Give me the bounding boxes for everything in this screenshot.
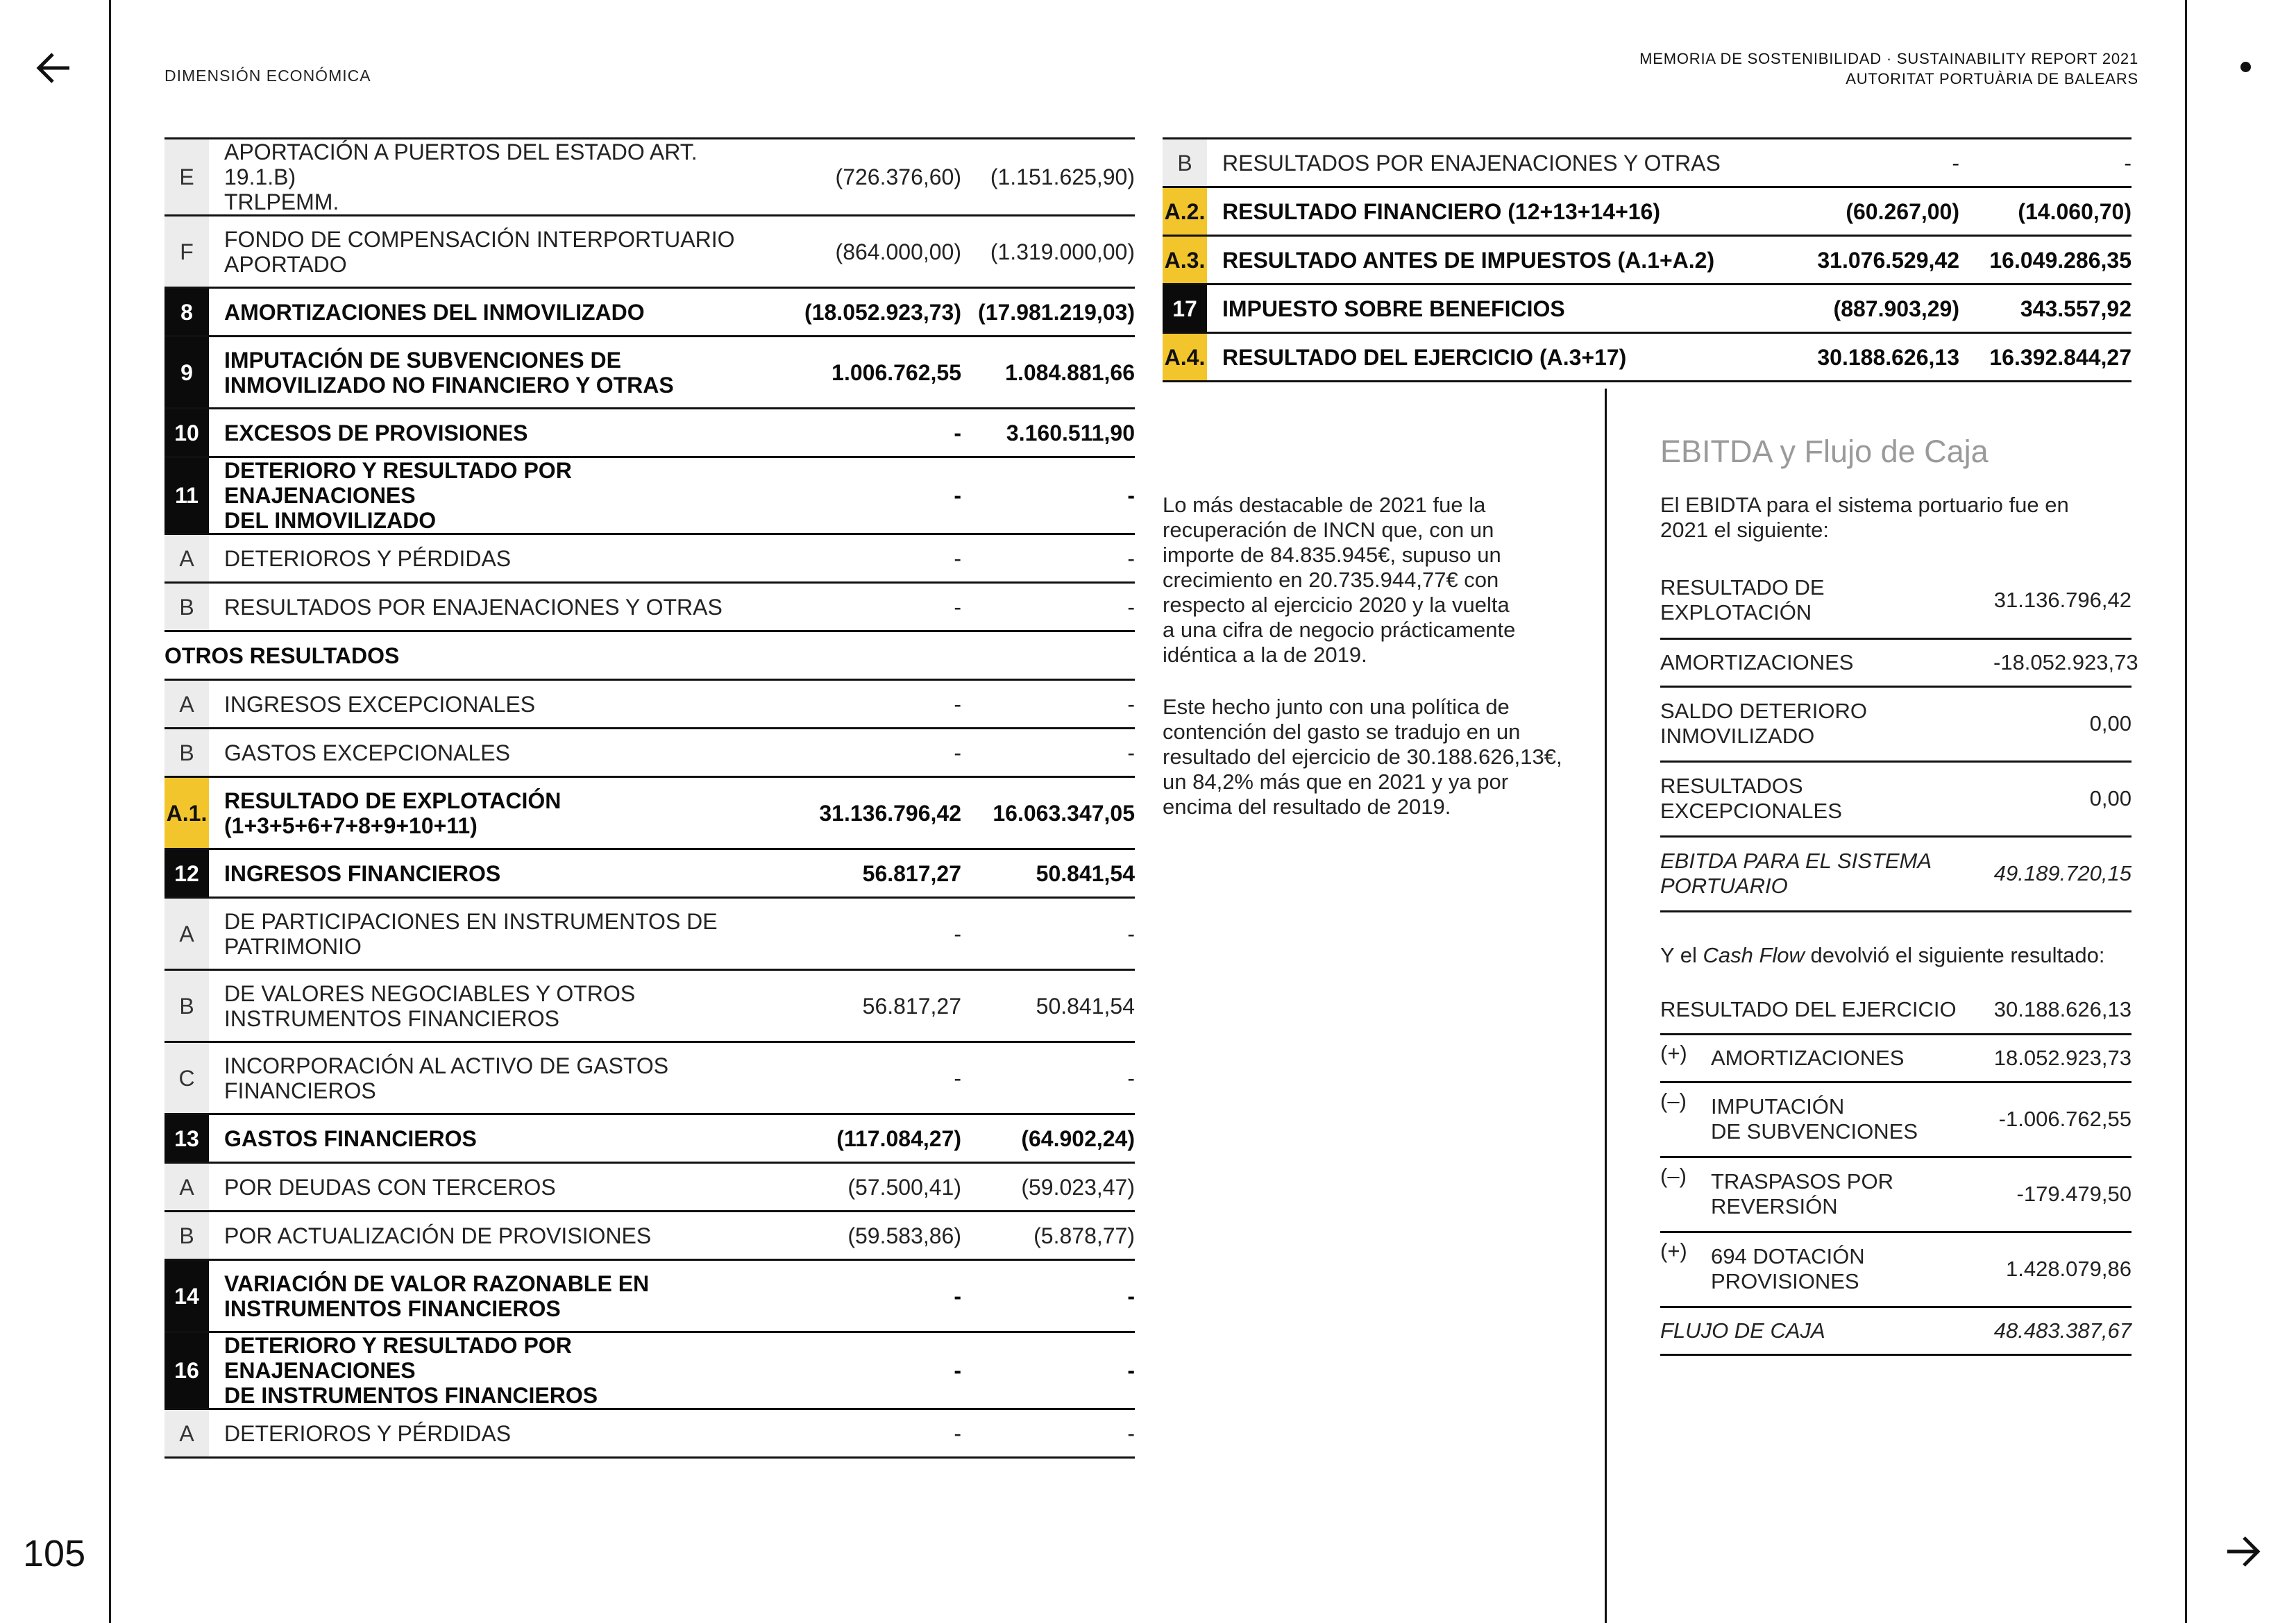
table-row	[164, 1260, 1135, 1332]
row-code: 14	[164, 1260, 209, 1332]
row-code: B	[164, 1212, 209, 1260]
table-row	[164, 777, 1135, 849]
cashflow-row	[1660, 986, 2132, 1034]
value-2021: (18.052.923,73)	[754, 288, 961, 337]
value-2021: -	[754, 457, 961, 534]
cashflow-value: 30.188.626,13	[1993, 986, 2132, 1034]
ebitda-value: 0,00	[1993, 761, 2132, 836]
row-code: B	[164, 970, 209, 1042]
table-row	[164, 1332, 1135, 1409]
value-2020: (14.060,70)	[1959, 187, 2132, 236]
cashflow-value: 18.052.923,73	[1993, 1034, 2132, 1082]
report-title: MEMORIA DE SOSTENIBILIDAD · SUSTAINABILITY REPORT 2021	[1639, 50, 2138, 67]
value-2021: -	[754, 583, 961, 631]
ebitda-row	[1660, 761, 2132, 836]
ebitda-row	[1660, 563, 2132, 638]
value-2020: -	[961, 729, 1135, 777]
table-row	[164, 216, 1135, 288]
table-row	[164, 534, 1135, 583]
table-row	[164, 409, 1135, 457]
value-2020: -	[961, 457, 1135, 534]
cashflow-table	[1660, 986, 2132, 1356]
row-code: B	[164, 583, 209, 631]
row-code: 9	[164, 337, 209, 409]
cashflow-sign: (–)	[1660, 1157, 1711, 1232]
cashflow-value: -179.479,50	[1993, 1157, 2132, 1232]
value-2020: -	[961, 534, 1135, 583]
row-code: A	[164, 680, 209, 729]
ebitda-row	[1660, 686, 2132, 761]
table-row	[1163, 236, 2132, 284]
row-label: IMPUTACIÓN DE SUBVENCIONES DE INMOVILIZADO NO FINANCIERO Y OTRAS	[209, 337, 754, 409]
cashflow-label: RESULTADO DEL EJERCICIO	[1660, 986, 1993, 1034]
value-2020: 16.063.347,05	[961, 777, 1135, 849]
cashflow-intro: Y el Cash Flow devolvió el siguiente resultado:	[1660, 943, 2105, 967]
commentary-paragraph-1: Lo más destacable de 2021 fue la recuperación de INCN que, con un importe de 84.835.945€, supuso un crecimiento en 20.735.944,77€ con respecto al ejercicio 2020 y la vuelta a una cifra de negocio prácticamente idéntica a la de 2019.	[1163, 493, 1516, 667]
value-2021: (60.267,00)	[1776, 187, 1959, 236]
cashflow-label: IMPUTACIÓN DE SUBVENCIONES	[1711, 1082, 1993, 1157]
table-row	[164, 849, 1135, 898]
organization-name: AUTORITAT PORTUÀRIA DE BALEARS	[1846, 70, 2138, 87]
row-code: C	[164, 1042, 209, 1114]
table-row	[164, 1163, 1135, 1212]
value-2020: 343.557,92	[1959, 284, 2132, 333]
table-row	[1163, 187, 2132, 236]
value-2020: -	[961, 680, 1135, 729]
cashflow-sign: (+)	[1660, 1034, 1711, 1082]
ebitda-label: RESULTADO DE EXPLOTACIÓN	[1660, 563, 1993, 638]
table-row	[1163, 284, 2132, 333]
value-2020: (5.878,77)	[961, 1212, 1135, 1260]
value-2021: (59.583,86)	[754, 1212, 961, 1260]
row-label: IMPUESTO SOBRE BENEFICIOS	[1207, 284, 1776, 333]
row-label: RESULTADOS POR ENAJENACIONES Y OTRAS	[1207, 139, 1776, 187]
cashflow-row	[1660, 1082, 2132, 1157]
back-arrow-icon[interactable]	[36, 50, 72, 86]
income-statement-table-right	[1163, 137, 2132, 382]
row-code: A	[164, 534, 209, 583]
value-2021: -	[754, 680, 961, 729]
cashflow-label: TRASPASOS POR REVERSIÓN	[1711, 1157, 1993, 1232]
bullet-dot-icon	[2240, 62, 2251, 72]
left-margin-rule	[109, 0, 111, 1623]
table-row	[164, 729, 1135, 777]
table-row	[164, 1409, 1135, 1458]
row-code: A	[164, 1409, 209, 1458]
row-code: A	[164, 1163, 209, 1212]
table-row	[164, 898, 1135, 970]
value-2020: -	[961, 583, 1135, 631]
value-2021: 30.188.626,13	[1776, 333, 1959, 382]
table-row	[1163, 333, 2132, 382]
row-code: B	[164, 729, 209, 777]
table-row	[164, 337, 1135, 409]
value-2021: -	[1776, 139, 1959, 187]
value-2020: (59.023,47)	[961, 1163, 1135, 1212]
value-2021: -	[754, 898, 961, 970]
value-2021: (726.376,60)	[754, 139, 961, 216]
row-label: INGRESOS FINANCIEROS	[209, 849, 754, 898]
ebitda-label: RESULTADOS EXCEPCIONALES	[1660, 761, 1993, 836]
ebitda-value: 0,00	[1993, 686, 2132, 761]
cashflow-row	[1660, 1232, 2132, 1307]
value-2020: -	[961, 1409, 1135, 1458]
row-label: RESULTADO DE EXPLOTACIÓN (1+3+5+6+7+8+9+10+11)	[209, 777, 754, 849]
value-2020: 50.841,54	[961, 970, 1135, 1042]
row-label: DETERIORO Y RESULTADO POR ENAJENACIONES DEL INMOVILIZADO	[209, 457, 754, 534]
ebitda-label: AMORTIZACIONES	[1660, 638, 1993, 686]
row-label: OTROS RESULTADOS	[164, 631, 1135, 680]
table-row	[164, 288, 1135, 337]
value-2020: -	[961, 898, 1135, 970]
value-2020: 3.160.511,90	[961, 409, 1135, 457]
value-2021: (57.500,41)	[754, 1163, 961, 1212]
table-row	[164, 970, 1135, 1042]
row-label: VARIACIÓN DE VALOR RAZONABLE EN INSTRUMENTOS FINANCIEROS	[209, 1260, 754, 1332]
row-code: 12	[164, 849, 209, 898]
row-label: FONDO DE COMPENSACIÓN INTERPORTUARIO APORTADO	[209, 216, 754, 288]
value-2020: 16.049.286,35	[1959, 236, 2132, 284]
row-code: A.4.	[1163, 333, 1207, 382]
ebitda-table	[1660, 563, 2138, 912]
row-label: DE PARTICIPACIONES EN INSTRUMENTOS DE PATRIMONIO	[209, 898, 754, 970]
value-2020: (64.902,24)	[961, 1114, 1135, 1163]
cashflow-sign: (+)	[1660, 1232, 1711, 1307]
row-code: A.1.	[164, 777, 209, 849]
cashflow-label: 694 DOTACIÓN PROVISIONES	[1711, 1232, 1993, 1307]
row-code: A.3.	[1163, 236, 1207, 284]
ebitda-intro: El EBIDTA para el sistema portuario fue en 2021 el siguiente:	[1660, 493, 2069, 542]
row-label: RESULTADOS POR ENAJENACIONES Y OTRAS	[209, 583, 754, 631]
row-code: 11	[164, 457, 209, 534]
value-2021: 56.817,27	[754, 970, 961, 1042]
value-2021: 56.817,27	[754, 849, 961, 898]
value-2020: (1.319.000,00)	[961, 216, 1135, 288]
table-row	[164, 680, 1135, 729]
table-row	[164, 457, 1135, 534]
row-label: RESULTADO DEL EJERCICIO (A.3+17)	[1207, 333, 1776, 382]
value-2021: 1.006.762,55	[754, 337, 961, 409]
table-row	[164, 1042, 1135, 1114]
row-label: AMORTIZACIONES DEL INMOVILIZADO	[209, 288, 754, 337]
value-2021: 31.076.529,42	[1776, 236, 1959, 284]
row-label: RESULTADO FINANCIERO (12+13+14+16)	[1207, 187, 1776, 236]
table-row	[164, 1114, 1135, 1163]
table-row	[164, 631, 1135, 680]
page-number: 105	[23, 1533, 86, 1574]
row-code: F	[164, 216, 209, 288]
value-2021: -	[754, 1332, 961, 1409]
commentary-paragraph-2: Este hecho junto con una política de contención del gasto se tradujo en un resultado del ejercicio de 30.188.626,13€, un 84,2% más que en 2021 y ya por encima del resultado de 2019.	[1163, 695, 1562, 819]
row-label: DE VALORES NEGOCIABLES Y OTROS INSTRUMENTOS FINANCIEROS	[209, 970, 754, 1042]
value-2020: 16.392.844,27	[1959, 333, 2132, 382]
value-2020: 1.084.881,66	[961, 337, 1135, 409]
row-code: E	[164, 139, 209, 216]
cashflow-value: 1.428.079,86	[1993, 1232, 2132, 1307]
table-row	[164, 1212, 1135, 1260]
cashflow-row	[1660, 1157, 2132, 1232]
right-margin-rule	[2185, 0, 2187, 1623]
value-2021: (864.000,00)	[754, 216, 961, 288]
row-label: DETERIORO Y RESULTADO POR ENAJENACIONES DE INSTRUMENTOS FINANCIEROS	[209, 1332, 754, 1409]
cashflow-row	[1660, 1307, 2132, 1354]
value-2020: -	[961, 1332, 1135, 1409]
row-label: INGRESOS EXCEPCIONALES	[209, 680, 754, 729]
ebitda-section-title: EBITDA y Flujo de Caja	[1660, 434, 1989, 469]
value-2021: -	[754, 729, 961, 777]
ebitda-value: -18.052.923,73	[1993, 638, 2132, 686]
report-header	[1639, 49, 2138, 89]
value-2020: (17.981.219,03)	[961, 288, 1135, 337]
value-2021: -	[754, 1042, 961, 1114]
row-code: 10	[164, 409, 209, 457]
row-label: GASTOS FINANCIEROS	[209, 1114, 754, 1163]
table-row	[1163, 139, 2132, 187]
section-title: DIMENSIÓN ECONÓMICA	[164, 67, 371, 85]
row-label: APORTACIÓN A PUERTOS DEL ESTADO ART. 19.1.B) TRLPEMM.	[209, 139, 754, 216]
row-code: 13	[164, 1114, 209, 1163]
row-code: 8	[164, 288, 209, 337]
cashflow-value: 48.483.387,67	[1993, 1307, 2132, 1354]
row-label: GASTOS EXCEPCIONALES	[209, 729, 754, 777]
value-2021: (117.084,27)	[754, 1114, 961, 1163]
cashflow-label: AMORTIZACIONES	[1711, 1034, 1993, 1082]
ebitda-value: 49.189.720,15	[1993, 836, 2132, 911]
row-label: RESULTADO ANTES DE IMPUESTOS (A.1+A.2)	[1207, 236, 1776, 284]
row-code: B	[1163, 139, 1207, 187]
row-label: POR DEUDAS CON TERCEROS	[209, 1163, 754, 1212]
value-2020: 50.841,54	[961, 849, 1135, 898]
ebitda-value: 31.136.796,42	[1993, 563, 2132, 638]
cashflow-label: FLUJO DE CAJA	[1660, 1307, 1993, 1354]
column-divider	[1605, 389, 1607, 1623]
row-label: EXCESOS DE PROVISIONES	[209, 409, 754, 457]
row-label: DETERIOROS Y PÉRDIDAS	[209, 534, 754, 583]
forward-arrow-icon[interactable]	[2225, 1533, 2261, 1570]
income-statement-table-left	[164, 137, 1135, 1459]
value-2021: -	[754, 534, 961, 583]
value-2020: -	[961, 1042, 1135, 1114]
ebitda-label: EBITDA PARA EL SISTEMA PORTUARIO	[1660, 836, 1993, 911]
table-row	[164, 583, 1135, 631]
value-2020: -	[1959, 139, 2132, 187]
cashflow-sign: (–)	[1660, 1082, 1711, 1157]
table-row	[164, 139, 1135, 216]
row-label: POR ACTUALIZACIÓN DE PROVISIONES	[209, 1212, 754, 1260]
value-2021: 31.136.796,42	[754, 777, 961, 849]
ebitda-row	[1660, 638, 2132, 686]
cashflow-value: -1.006.762,55	[1993, 1082, 2132, 1157]
value-2020: (1.151.625,90)	[961, 139, 1135, 216]
ebitda-row	[1660, 836, 2132, 911]
value-2021: (887.903,29)	[1776, 284, 1959, 333]
ebitda-label: SALDO DETERIORO INMOVILIZADO	[1660, 686, 1993, 761]
row-label: INCORPORACIÓN AL ACTIVO DE GASTOS FINANCIEROS	[209, 1042, 754, 1114]
row-code: A	[164, 898, 209, 970]
row-label: DETERIOROS Y PÉRDIDAS	[209, 1409, 754, 1458]
row-code: A.2.	[1163, 187, 1207, 236]
cashflow-row	[1660, 1034, 2132, 1082]
value-2021: -	[754, 1409, 961, 1458]
row-code: 16	[164, 1332, 209, 1409]
value-2021: -	[754, 1260, 961, 1332]
value-2021: -	[754, 409, 961, 457]
value-2020: -	[961, 1260, 1135, 1332]
row-code: 17	[1163, 284, 1207, 333]
